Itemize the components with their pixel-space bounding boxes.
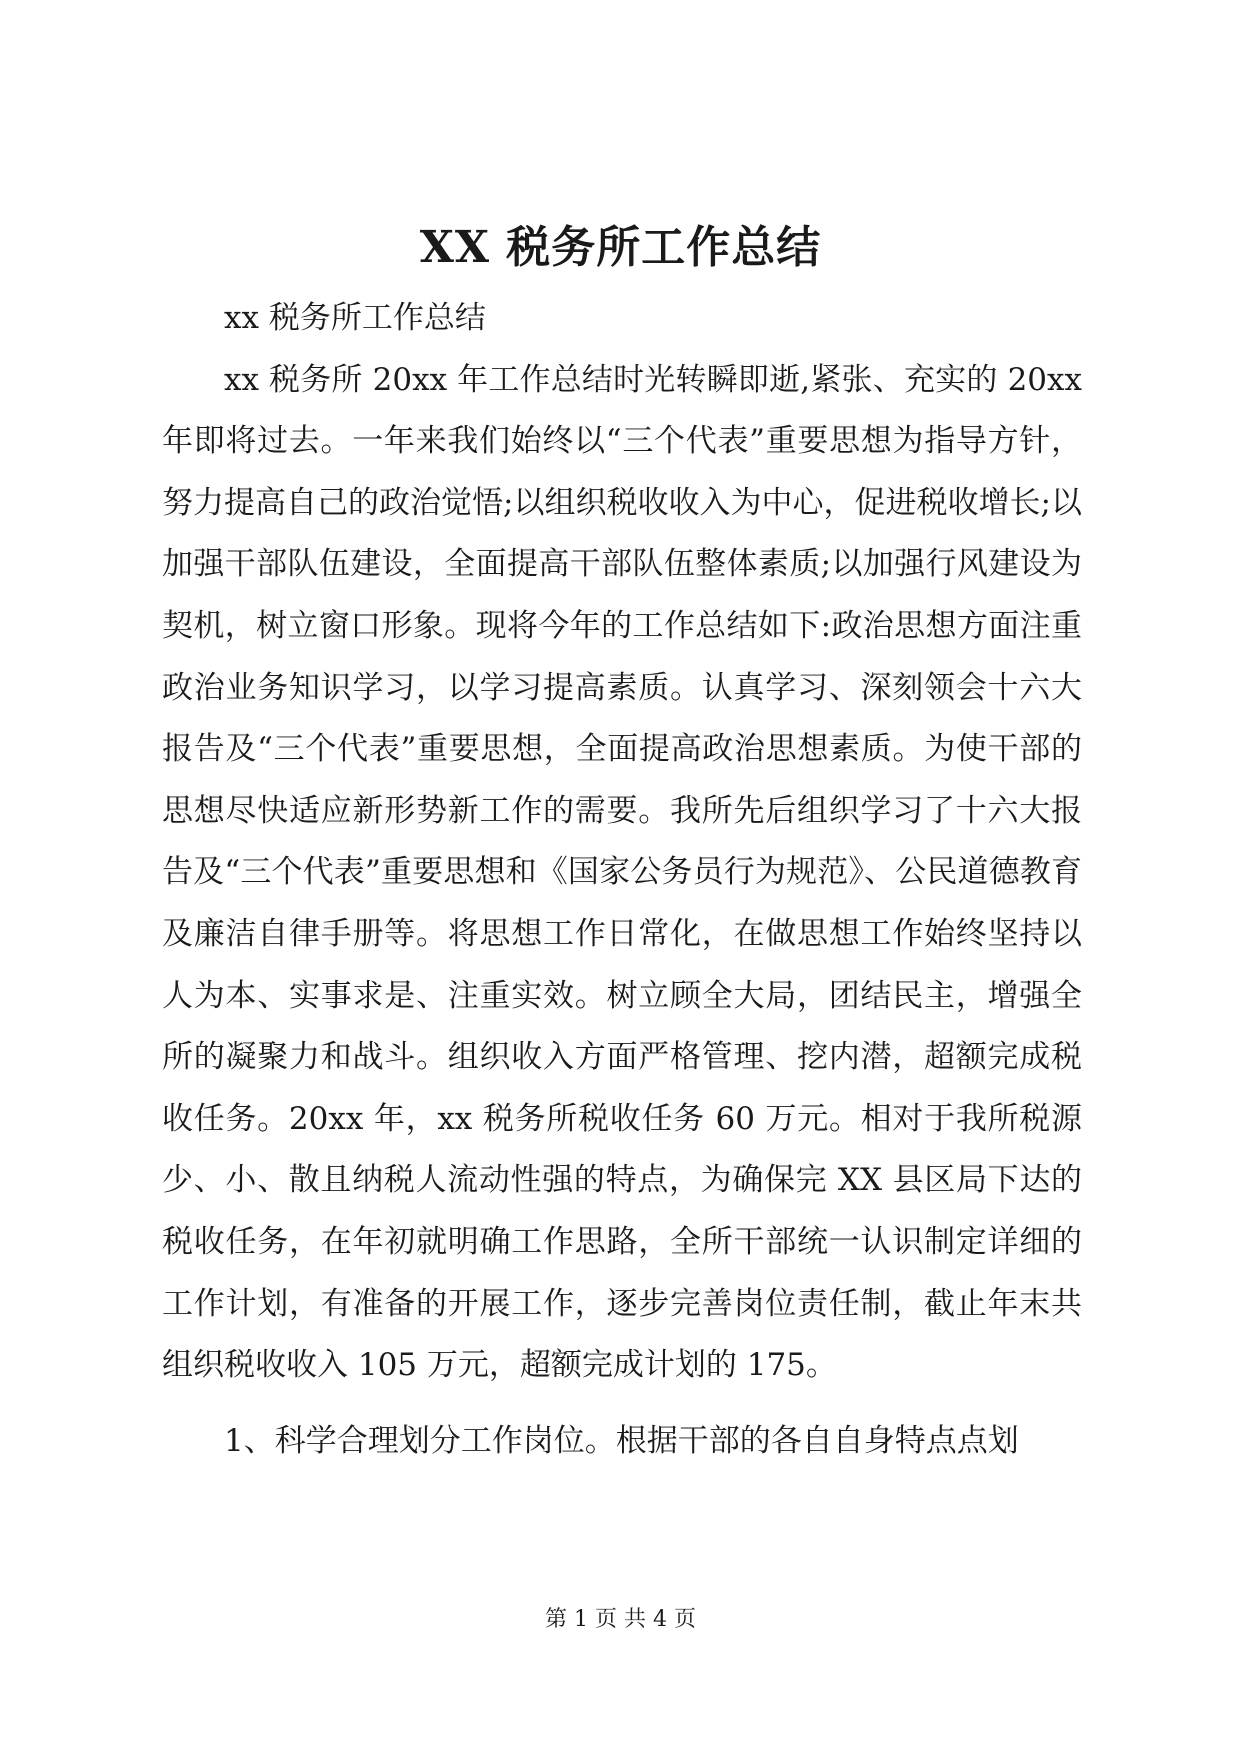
body-paragraph: xx 税务所 20xx 年工作总结时光转瞬即逝,紧张、充实的 20xx 年即将过去。一年来我们始终以“三个代表”重要思想为指导方针，努力提高自己的政治觉悟;以组织税收收入为中心，促进税收增长;以加强干部队伍建设，全面提高干部队伍整体素质;以加强行风建设为契机，树立窗口形象。现将今年的工作总结如下:政治思想方面注重政治业务知识学习，以学习提高素质。认真学习、深刻领会十六大报告及“三个代表”重要思想，全面提高政治思想素质。为使干部的思想尽快适应新形势新工作的需要。我所先后组织学习了十六大报告及“三个代表”重要思想和《国家公务员行为规范》、公民道德教育及廉洁自律手册等。将思想工作日常化，在做思想工作始终坚持以人为本、实事求是、注重实效。树立顾全大局，团结民主，增强全所的凝聚力和战斗。组织收入方面严格管理、挖内潜，超额完成税收任务。20xx 年，xx 税务所税收任务 60 万元。相对于我所税源少、小、散且纳税人流动性强的特点，为确保完 XX 县区局下达的税收任务，在年初就明确工作思路，全所干部统一认识制定详细的工作计划，有准备的开展工作，逐步完善岗位责任制，截止年末共组织税收收入 105 万元，超额完成计划的 175。	[162, 361, 1082, 1384]
subtitle-paragraph: xx 税务所工作总结	[224, 300, 486, 336]
document-title: XX 税务所工作总结	[419, 222, 822, 273]
page-footer: 第 1 页 共 4 页	[545, 1607, 696, 1632]
document-body	[162, 288, 1082, 1472]
list-item-paragraph: 1、科学合理划分工作岗位。根据干部的各自自身特点点划	[224, 1422, 1019, 1459]
